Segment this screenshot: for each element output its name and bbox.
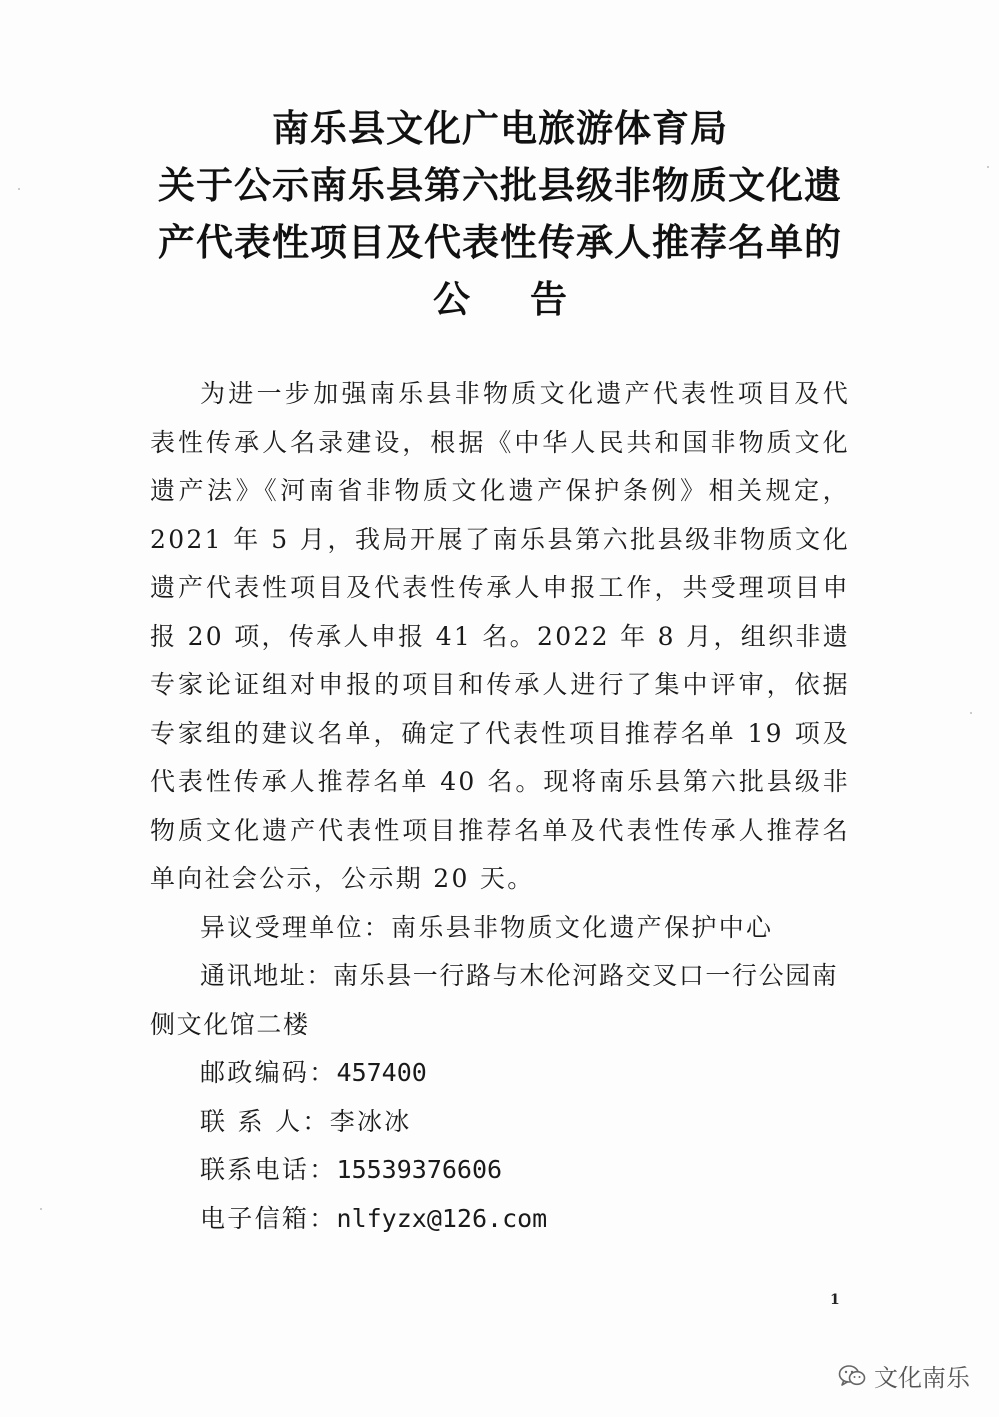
phone-value: 15539376606 xyxy=(336,1155,503,1184)
mailing-address: 通讯地址：南乐县一行路与木伦河路交叉口一行公园南侧文化馆二楼 xyxy=(150,961,839,1039)
title-line-1: 南乐县文化广电旅游体育局 xyxy=(272,107,728,150)
objection-unit: 异议受理单位：南乐县非物质文化遗产保护中心 xyxy=(200,912,774,942)
title-line-4: 公告 xyxy=(433,278,627,321)
title-line-2: 关于公示南乐县第六批县级非物质文化遗 xyxy=(158,164,842,207)
phone-line xyxy=(150,1146,850,1195)
contact-person-label: 联 系 人： xyxy=(200,1106,330,1136)
scan-speck xyxy=(970,712,972,714)
email-value: nlfyzx@126.com xyxy=(336,1203,548,1233)
phone-label: 联系电话： xyxy=(200,1155,337,1184)
scan-speck xyxy=(40,1208,42,1210)
wechat-icon xyxy=(838,1364,866,1388)
title-line-3: 产代表性项目及代表性传承人推荐名单的 xyxy=(158,221,842,264)
postal-code-value: 457400 xyxy=(336,1058,427,1087)
wechat-watermark xyxy=(838,1358,970,1393)
email-label: 电子信箱： xyxy=(200,1203,337,1233)
page-number: 1 xyxy=(830,1292,840,1308)
watermark-text: 文化南乐 xyxy=(874,1364,970,1392)
notice-body xyxy=(150,370,850,1243)
main-paragraph: 为进一步加强南乐县非物质文化遗产代表性项目及代表性传承人名录建设，根据《中华人民共和国非物质文化遗产法》《河南省非物质文化遗产保护条例》相关规定，2021 年 5 月，我局开展了南乐县第六批县级非物质文化遗产代表性项目及代表性传承人申报工作，共受理项目申报 20 项，传承人申报 41 名。2022 年 8 月，组织非遗专家论证组对申报的项目和传承人进行了集中评审，依据专家组的建议名单，确定了代表性项目推荐名单 19 项及代表性传承人推荐名单 40 名。现将南乐县第六批县级非物质文化遗产代表性项目推荐名单及代表性传承人推荐名单向社会公示，公示期 20 天。 xyxy=(150,379,850,893)
email-line xyxy=(150,1195,850,1244)
contact-person-value: 李冰冰 xyxy=(329,1106,412,1136)
scan-speck xyxy=(18,188,20,190)
contact-person-line xyxy=(150,1098,850,1147)
postal-code-line xyxy=(150,1049,850,1098)
scan-speck xyxy=(987,166,989,168)
notice-title xyxy=(100,100,900,328)
postal-code-label: 邮政编码： xyxy=(200,1058,337,1087)
